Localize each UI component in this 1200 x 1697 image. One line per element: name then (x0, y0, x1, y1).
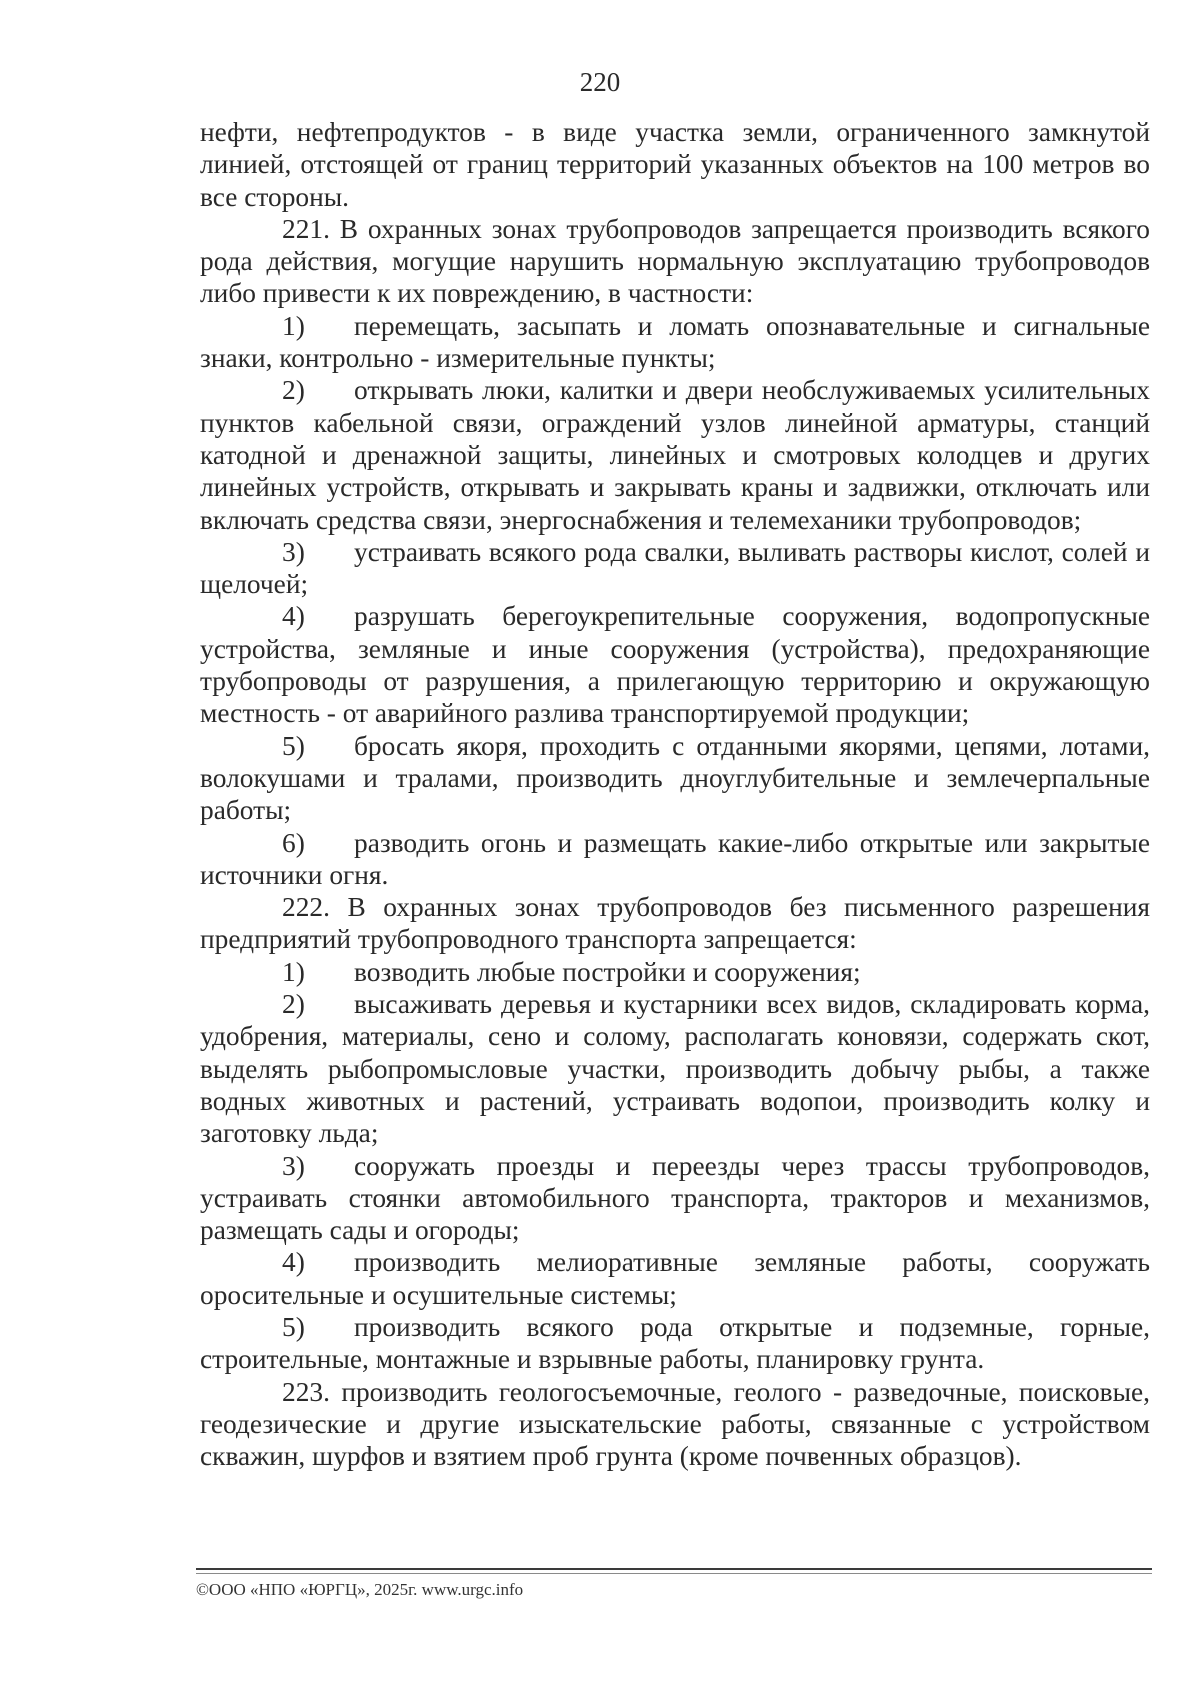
paragraph-text: открывать люки, калитки и двери необслуживаемых усилительных пунктов кабельной связи, ограждений узлов линейной арматуры, станций катодной и дренажной защиты, линейных и смотровых колодцев и других линейных устройств, открывать и закрывать краны и задвижки, отключать или включать средства связи, энергоснабжения и телемеханики трубопроводов; (200, 375, 1150, 535)
paragraph (200, 891, 1150, 956)
paragraph-text: сооружать проезды и переезды через трассы трубопроводов, устраивать стоянки автомобильного транспорта, тракторов и механизмов, размещать сады и огороды; (200, 1150, 1150, 1246)
paragraph-text: 221. В охранных зонах трубопроводов запрещается производить всякого рода действия, могущие нарушить нормальную эксплуатацию трубопроводов либо привести к их повреждению, в частности: (200, 213, 1150, 309)
footer-divider-thin (196, 1573, 1152, 1574)
list-item (200, 1311, 1150, 1376)
paragraph-text: устраивать всякого рода свалки, выливать растворы кислот, солей и щелочей; (200, 536, 1150, 600)
footer-copyright: ©ООО «НПО «ЮРГЦ», 2025г. www.urgc.info (196, 1580, 524, 1599)
list-item (200, 988, 1150, 1149)
document-body (200, 116, 1150, 1472)
footer-divider (196, 1568, 1152, 1570)
list-item (200, 536, 1150, 601)
list-item-number: 6) (282, 827, 305, 858)
paragraph-text: разрушать берегоукрепительные сооружения, водопропускные устройства, земляные и иные сооружения (устройства), предохраняющие трубопроводы от разрушения, а прилегающую территорию и окружающую местность - от аварийного разлива транспортируемой продукции; (200, 601, 1150, 729)
paragraph (200, 1376, 1150, 1473)
list-item (200, 310, 1150, 375)
paragraph (200, 116, 1150, 213)
list-item-number: 2) (282, 375, 305, 406)
list-item (200, 600, 1150, 729)
paragraph-text: разводить огонь и размещать какие-либо открытые или закрытые источники огня. (200, 827, 1150, 890)
list-item (200, 1246, 1150, 1311)
paragraph-text: перемещать, засыпать и ломать опознавательные и сигнальные знаки, контрольно - измерительные пункты; (200, 310, 1150, 374)
list-item-number: 5) (282, 730, 305, 761)
paragraph-text: производить мелиоративные земляные работы, сооружать оросительные и осушительные системы; (200, 1247, 1150, 1310)
paragraph-text: 223. производить геологосъемочные, геолого - разведочные, поисковые, геодезические и другие изыскательские работы, связанные с устройством скважин, шурфов и взятием проб грунта (кроме почвенных образцов). (200, 1376, 1150, 1472)
paragraph-text: 222. В охранных зонах трубопроводов без письменного разрешения предприятий трубопроводного транспорта запрещается: (200, 892, 1150, 955)
list-item (200, 956, 1150, 988)
list-item-number: 1) (282, 310, 305, 341)
list-item-number: 1) (282, 956, 305, 987)
page-number: 220 (579, 67, 621, 97)
list-item-number: 2) (282, 989, 305, 1020)
list-item-number: 3) (282, 1150, 305, 1181)
list-item-number: 4) (282, 601, 305, 632)
list-item (200, 374, 1150, 535)
paragraph-text: нефти, нефтепродуктов - в виде участка земли, ограниченного замкнутой линией, отстоящей от границ территорий указанных объектов на 100 метров во все стороны. (200, 117, 1150, 212)
list-item (200, 730, 1150, 827)
paragraph-text: высаживать деревья и кустарники всех видов, складировать корма, удобрения, материалы, сено и солому, располагать коновязи, содержать скот, выделять рыбопромысловые участки, производить добычу рыбы, а также водных животных и растений, устраивать водопои, производить колку и заготовку льда; (200, 989, 1150, 1149)
list-item-number: 3) (282, 536, 305, 567)
paragraph (200, 213, 1150, 310)
paragraph-text: производить всякого рода открытые и подземные, горные, строительные, монтажные и взрывные работы, планировку грунта. (200, 1311, 1150, 1375)
list-item-number: 4) (282, 1247, 305, 1278)
list-item (200, 1150, 1150, 1247)
list-item (200, 827, 1150, 892)
list-item-number: 5) (282, 1311, 305, 1342)
paragraph-text: возводить любые постройки и сооружения; (354, 956, 861, 987)
paragraph-text: бросать якоря, проходить с отданными якорями, цепями, лотами, волокушами и тралами, производить дноуглубительные и землечерпальные работы; (200, 730, 1150, 826)
